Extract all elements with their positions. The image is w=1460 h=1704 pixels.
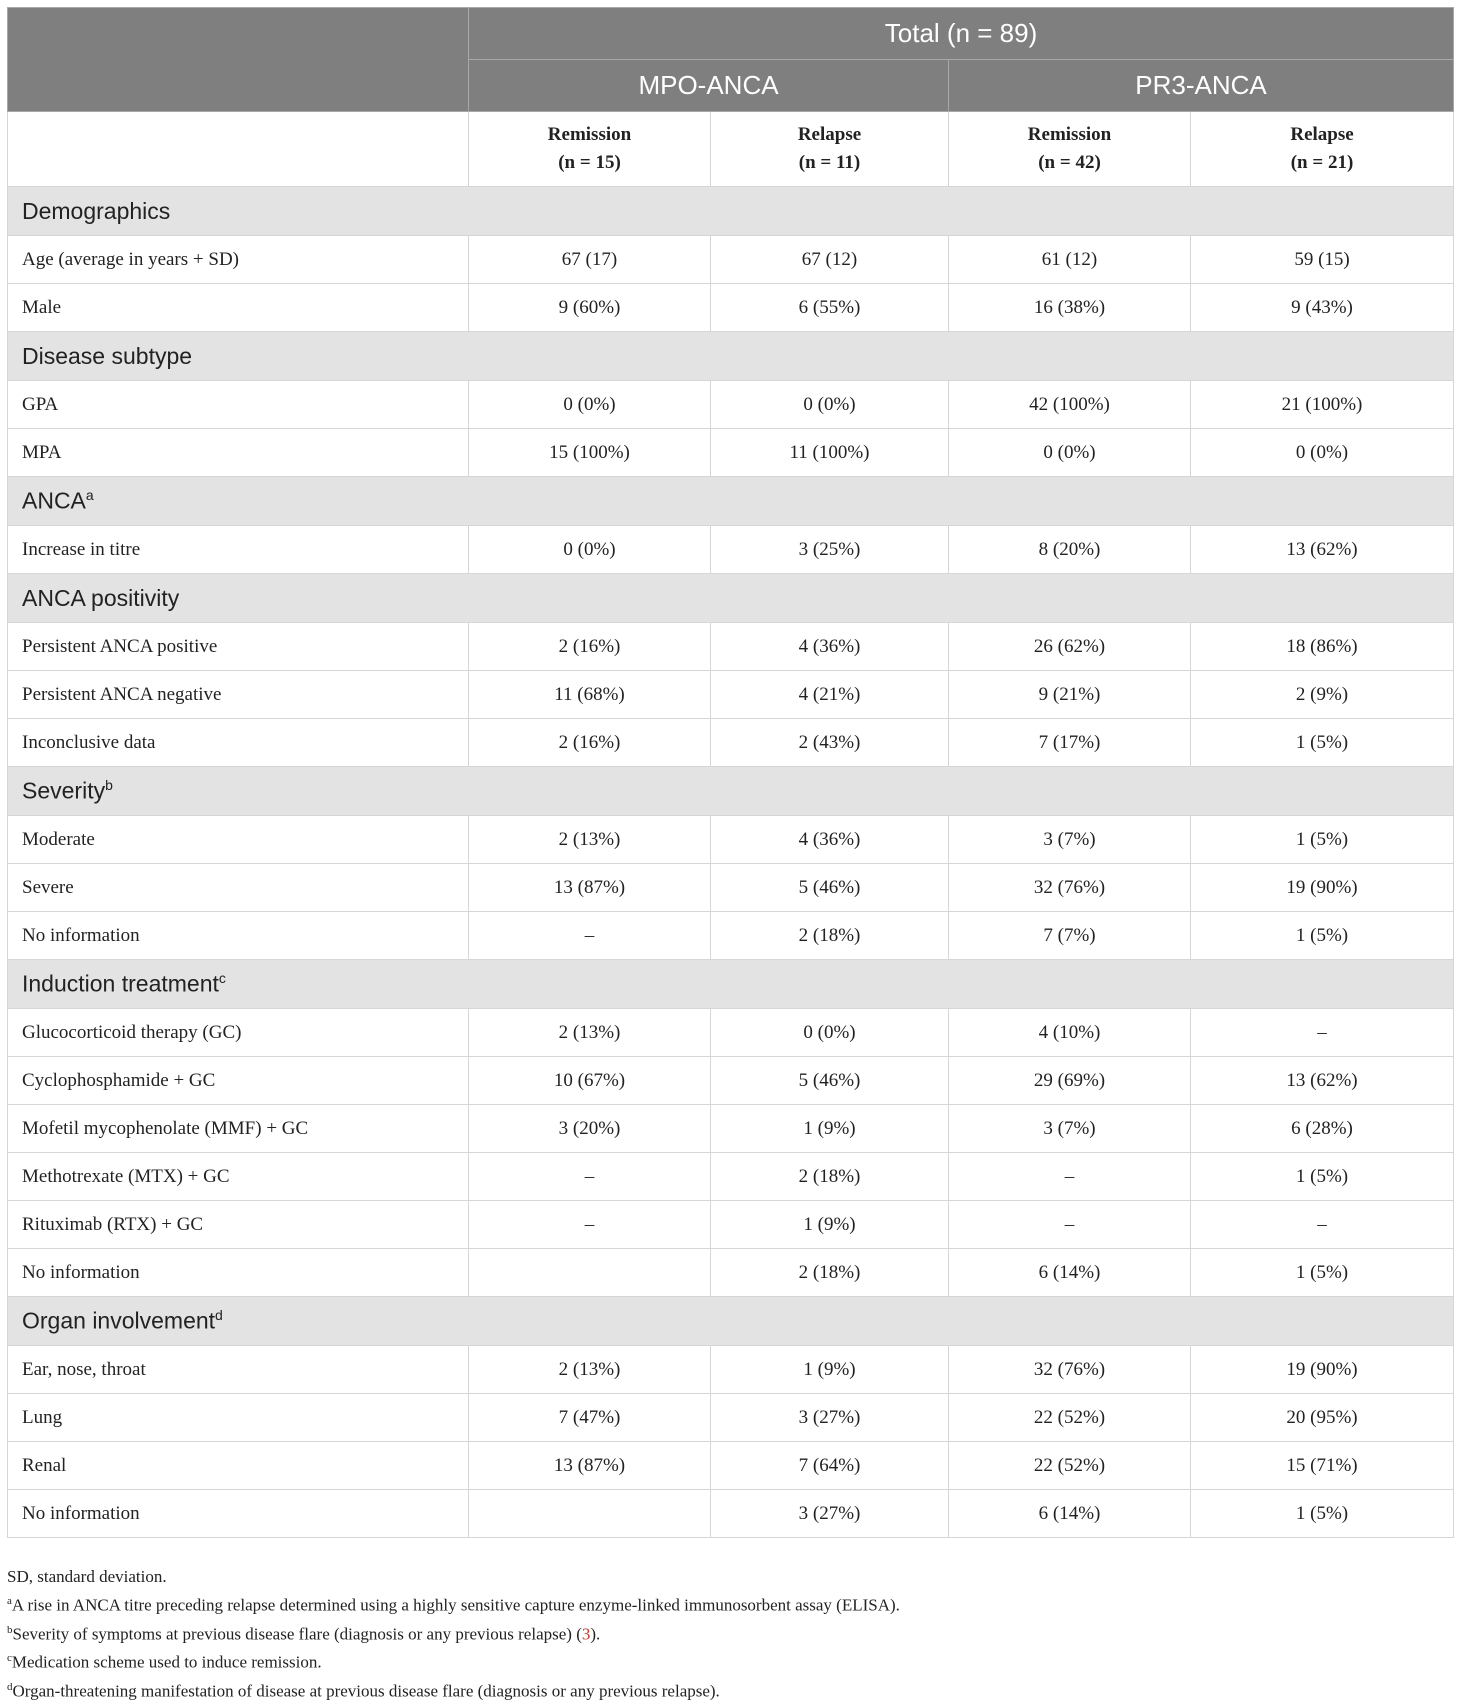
table-cell: 15 (71%) — [1191, 1442, 1454, 1490]
table-cell: – — [1191, 1009, 1454, 1057]
table-cell: 0 (0%) — [711, 381, 949, 429]
table-row — [8, 1249, 1454, 1297]
header-total: Total (n = 89) — [469, 8, 1454, 60]
table-cell: 32 (76%) — [949, 1346, 1191, 1394]
row-label: MPA — [8, 429, 469, 477]
table-cell: 18 (86%) — [1191, 623, 1454, 671]
table-row — [8, 912, 1454, 960]
table-row — [8, 1394, 1454, 1442]
table-cell: 22 (52%) — [949, 1442, 1191, 1490]
table-cell: 22 (52%) — [949, 1394, 1191, 1442]
table-cell: 20 (95%) — [1191, 1394, 1454, 1442]
row-label: Persistent ANCA negative — [8, 671, 469, 719]
table-cell: 0 (0%) — [469, 381, 711, 429]
header-corner-cell — [8, 8, 469, 112]
section-title-text: Severity — [22, 777, 106, 804]
table-row — [8, 1201, 1454, 1249]
row-label: No information — [8, 1490, 469, 1538]
table-row — [8, 1490, 1454, 1538]
subheader-cell — [711, 112, 949, 187]
row-label: Age (average in years + SD) — [8, 236, 469, 284]
section-title — [8, 187, 1454, 236]
table-cell: 3 (7%) — [949, 816, 1191, 864]
footnote-mark: c — [7, 1652, 12, 1665]
table-row — [8, 1153, 1454, 1201]
footnote-text: Severity of symptoms at previous disease flare (diagnosis or any previous relapse) ( — [12, 1624, 582, 1644]
table-row — [8, 284, 1454, 332]
table-row — [8, 1057, 1454, 1105]
row-label: Lung — [8, 1394, 469, 1442]
table-cell: 2 (13%) — [469, 816, 711, 864]
table-cell: 1 (5%) — [1191, 719, 1454, 767]
table-cell — [469, 1249, 711, 1297]
subheader-empty-cell — [8, 112, 469, 187]
table-cell: 3 (20%) — [469, 1105, 711, 1153]
footnote-mark: d — [7, 1680, 13, 1693]
table-cell: 0 (0%) — [711, 1009, 949, 1057]
table-cell: 4 (10%) — [949, 1009, 1191, 1057]
table-cell: 6 (28%) — [1191, 1105, 1454, 1153]
table-cell: 1 (5%) — [1191, 816, 1454, 864]
table-cell: 19 (90%) — [1191, 864, 1454, 912]
table-cell: 1 (9%) — [711, 1201, 949, 1249]
section-title — [8, 767, 1454, 816]
section-header-row — [8, 767, 1454, 816]
table-cell: 1 (5%) — [1191, 1249, 1454, 1297]
row-label: No information — [8, 1249, 469, 1297]
row-label: Glucocorticoid therapy (GC) — [8, 1009, 469, 1057]
table-cell: 4 (21%) — [711, 671, 949, 719]
table-cell: 2 (13%) — [469, 1346, 711, 1394]
table-cell: 2 (18%) — [711, 1153, 949, 1201]
footnote-marker: c — [218, 970, 226, 987]
table-cell: 15 (100%) — [469, 429, 711, 477]
section-header-row — [8, 187, 1454, 236]
table-cell: 29 (69%) — [949, 1057, 1191, 1105]
table-cell: 5 (46%) — [711, 1057, 949, 1105]
table-row — [8, 1442, 1454, 1490]
table-cell: – — [949, 1201, 1191, 1249]
footnote-text: A rise in ANCA titre preceding relapse determined using a highly sensitive capture enzyme-linked immunosorbent assay (ELISA). — [11, 1595, 900, 1615]
table-cell: 32 (76%) — [949, 864, 1191, 912]
table-cell: 9 (43%) — [1191, 284, 1454, 332]
section-title-text: Disease subtype — [22, 342, 193, 369]
table-cell: 21 (100%) — [1191, 381, 1454, 429]
subheader-cell — [949, 112, 1191, 187]
table-row — [8, 381, 1454, 429]
table-body — [8, 187, 1454, 1538]
subheader-status: Relapse — [1290, 124, 1354, 145]
table-cell: 9 (60%) — [469, 284, 711, 332]
table-row — [8, 864, 1454, 912]
subheader-n: (n = 42) — [1038, 152, 1101, 173]
section-title — [8, 1297, 1454, 1346]
table-cell: – — [949, 1153, 1191, 1201]
table-row — [8, 1105, 1454, 1153]
subheader-status: Relapse — [797, 124, 862, 145]
table-cell: 3 (27%) — [711, 1394, 949, 1442]
subheader-status: Remission — [1027, 124, 1112, 145]
row-label: Severe — [8, 864, 469, 912]
section-title-text: Demographics — [22, 197, 171, 224]
reference-link[interactable]: 3 — [581, 1624, 591, 1644]
table-cell: 3 (7%) — [949, 1105, 1191, 1153]
table-cell: 7 (64%) — [711, 1442, 949, 1490]
table-cell: 5 (46%) — [711, 864, 949, 912]
row-label: Persistent ANCA positive — [8, 623, 469, 671]
row-label: Increase in titre — [8, 526, 469, 574]
table-cell: 0 (0%) — [949, 429, 1191, 477]
table-cell: 11 (68%) — [469, 671, 711, 719]
header-row-total — [8, 8, 1454, 60]
table-cell: – — [469, 1201, 711, 1249]
footnote-mark: b — [7, 1623, 13, 1636]
table-cell: 13 (62%) — [1191, 526, 1454, 574]
section-title-text: ANCA positivity — [22, 584, 180, 611]
row-label: Moderate — [8, 816, 469, 864]
table-cell: – — [469, 912, 711, 960]
subheader-row — [8, 112, 1454, 187]
table-cell: 67 (12) — [711, 236, 949, 284]
table-cell: – — [469, 1153, 711, 1201]
table-row — [8, 816, 1454, 864]
table-cell: 16 (38%) — [949, 284, 1191, 332]
row-label: Cyclophosphamide + GC — [8, 1057, 469, 1105]
subheader-n: (n = 15) — [558, 152, 621, 173]
row-label: Mofetil mycophenolate (MMF) + GC — [8, 1105, 469, 1153]
row-label: Renal — [8, 1442, 469, 1490]
table-row — [8, 236, 1454, 284]
table-cell: 2 (9%) — [1191, 671, 1454, 719]
table-cell: 1 (5%) — [1191, 1153, 1454, 1201]
section-header-row — [8, 477, 1454, 526]
footnote-abbrev: SD, standard deviation. — [7, 1567, 167, 1586]
footnote-text: Medication scheme used to induce remission. — [11, 1652, 322, 1672]
table-row — [8, 1346, 1454, 1394]
section-header-row — [8, 574, 1454, 623]
table-cell: 6 (14%) — [949, 1249, 1191, 1297]
footnote-marker: d — [215, 1307, 223, 1324]
table-row — [8, 671, 1454, 719]
table-cell: 9 (21%) — [949, 671, 1191, 719]
table-cell: 13 (87%) — [469, 864, 711, 912]
table-cell: 10 (67%) — [469, 1057, 711, 1105]
footnote-tail: ). — [590, 1624, 601, 1644]
table-cell: 13 (62%) — [1191, 1057, 1454, 1105]
row-label: Male — [8, 284, 469, 332]
footnote-text: Organ-threatening manifestation of disease at previous disease flare (diagnosis or any previous relapse). — [12, 1681, 720, 1701]
header-group-mpo: MPO-ANCA — [469, 60, 949, 112]
table-container — [7, 7, 1453, 1538]
section-title — [8, 574, 1454, 623]
table-cell: 0 (0%) — [1191, 429, 1454, 477]
subheader-n: (n = 11) — [798, 152, 861, 173]
table-cell: – — [1191, 1201, 1454, 1249]
section-title-text: ANCA — [22, 487, 86, 514]
table-row — [8, 526, 1454, 574]
table-cell: 2 (16%) — [469, 719, 711, 767]
row-label: Rituximab (RTX) + GC — [8, 1201, 469, 1249]
subheader-n: (n = 21) — [1290, 152, 1354, 173]
table-cell: 7 (47%) — [469, 1394, 711, 1442]
footnotes — [7, 1564, 1447, 1704]
section-header-row — [8, 332, 1454, 381]
table-cell: 4 (36%) — [711, 816, 949, 864]
table-cell: 2 (18%) — [711, 912, 949, 960]
table-cell: 2 (43%) — [711, 719, 949, 767]
footnote-marker: b — [105, 777, 113, 794]
row-label: GPA — [8, 381, 469, 429]
section-title — [8, 960, 1454, 1009]
row-label: No information — [8, 912, 469, 960]
table-cell: 4 (36%) — [711, 623, 949, 671]
table-cell: 3 (27%) — [711, 1490, 949, 1538]
subheader-status: Remission — [547, 124, 632, 145]
table-row — [8, 1009, 1454, 1057]
table-cell: 1 (9%) — [711, 1105, 949, 1153]
section-title-text: Induction treatment — [22, 970, 219, 997]
table-cell: 42 (100%) — [949, 381, 1191, 429]
table-cell: 6 (14%) — [949, 1490, 1191, 1538]
section-title-text: Organ involvement — [22, 1307, 216, 1334]
table-cell: 7 (17%) — [949, 719, 1191, 767]
footnote-c — [7, 1646, 1447, 1675]
table-row — [8, 429, 1454, 477]
section-header-row — [8, 960, 1454, 1009]
header-group-pr3: PR3-ANCA — [949, 60, 1454, 112]
table-cell: 2 (18%) — [711, 1249, 949, 1297]
table-cell: 13 (87%) — [469, 1442, 711, 1490]
footnote-d — [7, 1675, 1447, 1704]
table-cell: 1 (5%) — [1191, 1490, 1454, 1538]
table-cell: 2 (13%) — [469, 1009, 711, 1057]
table-row — [8, 719, 1454, 767]
footnote-mark: a — [7, 1595, 12, 1607]
table-cell: 1 (5%) — [1191, 912, 1454, 960]
table-cell: 3 (25%) — [711, 526, 949, 574]
table-row — [8, 623, 1454, 671]
table-cell: 8 (20%) — [949, 526, 1191, 574]
subheader-cell — [469, 112, 711, 187]
table-cell: 59 (15) — [1191, 236, 1454, 284]
table-cell: 26 (62%) — [949, 623, 1191, 671]
table-cell: 1 (9%) — [711, 1346, 949, 1394]
footnote-a — [7, 1589, 1447, 1618]
data-table — [7, 7, 1454, 1538]
table-cell: 2 (16%) — [469, 623, 711, 671]
subheader-cell — [1191, 112, 1454, 187]
footnote-marker: a — [85, 487, 94, 504]
table-cell: 6 (55%) — [711, 284, 949, 332]
table-cell: 0 (0%) — [469, 526, 711, 574]
table-cell: 11 (100%) — [711, 429, 949, 477]
section-header-row — [8, 1297, 1454, 1346]
table-cell: 67 (17) — [469, 236, 711, 284]
footnote-b — [7, 1618, 1447, 1647]
table-cell: 19 (90%) — [1191, 1346, 1454, 1394]
table-cell — [469, 1490, 711, 1538]
table-cell: 7 (7%) — [949, 912, 1191, 960]
section-title — [8, 332, 1454, 381]
row-label: Inconclusive data — [8, 719, 469, 767]
row-label: Methotrexate (MTX) + GC — [8, 1153, 469, 1201]
section-title — [8, 477, 1454, 526]
row-label: Ear, nose, throat — [8, 1346, 469, 1394]
table-cell: 61 (12) — [949, 236, 1191, 284]
